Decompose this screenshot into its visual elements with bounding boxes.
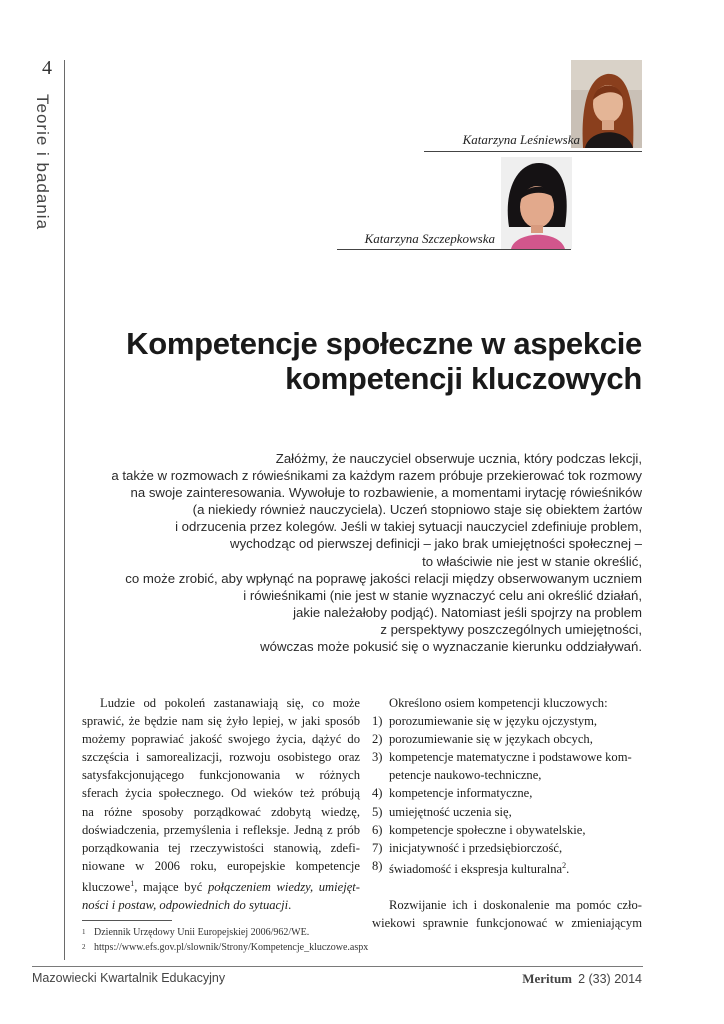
author-name: Katarzyna Szczepkowska [364, 231, 495, 246]
list-text: inicjatywność i przedsiębiorczość, [389, 840, 563, 855]
abstract-line: na swoje zainteresowania. Wywołuje to rozbawienie, a momentami irytację rówieśników [130, 485, 642, 501]
list-text: kompetencje matematyczne i podstawowe kom- [389, 750, 632, 765]
abstract-line: co może zrobić, aby wpłynąć na poprawę jakości relacji między obserwowanym uczniem [125, 570, 642, 586]
list-item [372, 784, 642, 802]
list-number: 5) [372, 804, 383, 819]
list-number: 6) [372, 822, 383, 837]
abstract [62, 450, 642, 655]
body-column-right [372, 694, 642, 932]
issue-number: 2 (33) 2014 [578, 972, 642, 986]
body-line: porządkowania tej rzeczywistości stanowią, zdefi- [82, 840, 360, 855]
list-item [372, 857, 642, 878]
list-text: kompetencje społeczne i obywatelskie, [389, 822, 586, 837]
author-rule [337, 249, 571, 250]
body-line: sprawić, że będzie nam się żyło lepiej, w jaki sposób [82, 714, 360, 729]
author-name: Katarzyna Leśniewska [462, 132, 580, 147]
abstract-line: to właściwie nie jest w stanie określić, [422, 553, 642, 569]
footnote-marker: 2 [82, 943, 86, 951]
footer-rule [32, 966, 643, 967]
footnote-text: Dziennik Urzędowy Unii Europejskiej 2006/962/WE. [94, 927, 310, 938]
body-line: satysfakcjonującego funkcjonowania w różnych [82, 768, 360, 783]
list-number: 2) [372, 732, 383, 747]
author-rule [424, 151, 642, 152]
list-text: porozumiewanie się w języku ojczystym, [389, 714, 598, 729]
abstract-line: (a niekiedy również nauczyciela). Uczeń stopniowo staje się obiektem żartów [192, 502, 642, 518]
list-item [372, 803, 642, 821]
footnote-ref[interactable]: 2 [562, 860, 567, 870]
article-title [62, 326, 642, 396]
body-line: możemy poprawiać jakość swojego życia, dążyć do [82, 732, 360, 747]
footnote-rule [82, 920, 172, 921]
body-text: . [288, 898, 292, 913]
journal-name: Mazowiecki Kwartalnik Edukacyjny [32, 971, 226, 985]
abstract-line: wychodząc od pierwszej definicji – jako brak umiejętności społecznej – [230, 536, 642, 552]
body-text: , mające być [134, 880, 208, 895]
list-number: 4) [372, 786, 383, 801]
body-line: doświadczenia, przemyślenia i refleksje. Jedną z prób [82, 822, 360, 837]
body-line: sferach życia społecznego. Od wieków też próbują [82, 786, 360, 801]
body-line [82, 896, 360, 914]
list-number: 7) [372, 840, 383, 855]
body-line: niowane w 2006 roku, europejskie kompetencje [82, 858, 360, 873]
list-text: umiejętność uczenia się, [389, 804, 512, 819]
body-column-left [82, 694, 360, 914]
abstract-line: i rówieśnikami (nie jest w stanie wyznaczyć celu ani określić działań, [243, 587, 642, 603]
footnote [82, 940, 368, 955]
footnotes [82, 925, 368, 955]
section-label: Teorie i badania [33, 94, 52, 231]
body-line: wiekowi sprawnie funkcjonować w zmieniającym [372, 916, 642, 931]
list-number: 1) [372, 714, 383, 729]
list-text-end: . [566, 862, 570, 877]
body-line [82, 875, 360, 896]
abstract-line: a także w rozmowach z rówieśnikami za każdym razem próbuje przekierować tok rozmowy [111, 468, 642, 484]
list-text: kompetencje informatyczne, [389, 786, 533, 801]
list-item [372, 821, 642, 839]
list-item-continuation: petencje naukowo-techniczne, [389, 768, 542, 783]
footnote-link[interactable]: https://www.efs.gov.pl/slownik/Strony/Kompetencje_kluczowe.aspx [94, 942, 369, 953]
body-line: Rozwijanie ich i doskonalenie ma pomóc czło- [389, 898, 642, 913]
abstract-line: z perspektywy poszczególnych umiejętności, [380, 621, 642, 637]
page-number: 4 [42, 57, 52, 79]
author-photo-szczepkowska [501, 157, 572, 249]
list-item [372, 730, 642, 748]
list-number: 3) [372, 750, 383, 765]
footnote [82, 925, 368, 940]
title-line: kompetencji kluczowych [285, 361, 642, 396]
body-line: szczęścia i samorealizacji, rozwoju osobistego oraz [82, 750, 360, 765]
list-item [372, 839, 642, 857]
journal-brand: Meritum [522, 971, 572, 986]
list-number: 8) [372, 858, 383, 873]
abstract-line: jakie należałoby podjąć). Natomiast jeśli spojrzy na problem [293, 604, 642, 620]
abstract-line: wówczas może pokusić się o wyznaczanie kierunku oddziaływań. [260, 639, 642, 655]
abstract-line: Załóżmy, że nauczyciel obserwuje ucznia, który podczas lekcji, [275, 451, 642, 466]
emphasis-text: połączeniem wiedzy, umiejęt- [207, 880, 360, 895]
list-text: świadomość i ekspresja kulturalna [389, 862, 563, 877]
body-line: Ludzie od pokoleń zastanawiają się, co może [100, 696, 360, 710]
list-item [372, 748, 642, 766]
abstract-line: i odrzucenia przez kolegów. Jeśli w takiej sytuacji nauczyciel zdefiniuje problem, [175, 519, 642, 535]
list-text: porozumiewanie się w językach obcych, [389, 732, 593, 747]
emphasis-text: ności i postaw, odpowiednich do sytuacji [82, 898, 289, 913]
footnote-marker: 1 [82, 928, 86, 936]
list-item [372, 712, 642, 730]
list-intro: Określono osiem kompetencji kluczowych: [389, 696, 608, 710]
author-photo-lesniewska [571, 60, 642, 148]
footnote-ref[interactable]: 1 [130, 878, 135, 888]
body-text: kluczowe [82, 880, 131, 895]
body-line: na różne sposoby porządkować zdobytą wiedzę, [82, 804, 360, 819]
title-line: Kompetencje społeczne w aspekcie [126, 326, 642, 361]
